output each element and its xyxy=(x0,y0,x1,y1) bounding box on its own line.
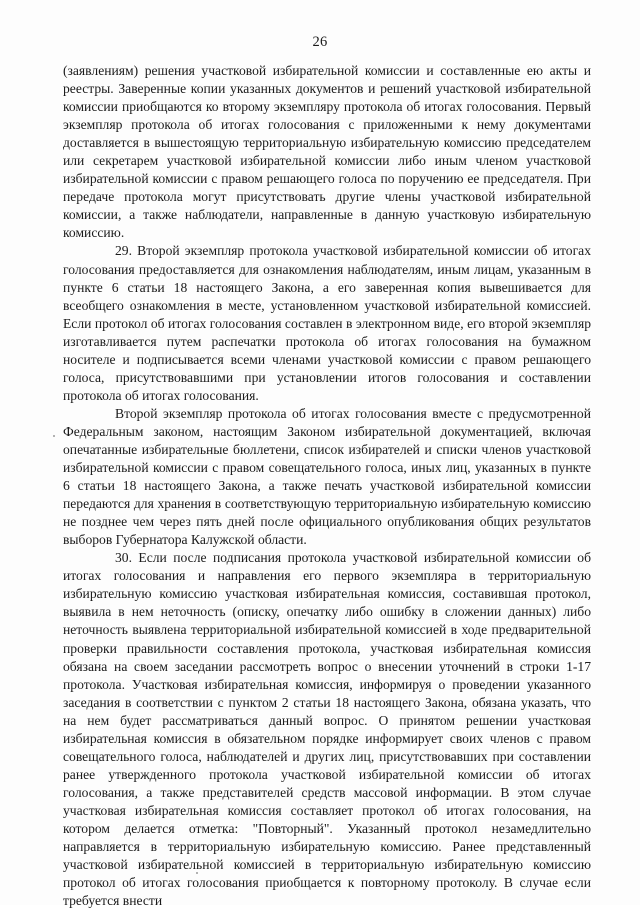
scan-speck xyxy=(53,435,55,437)
paragraph-item-30: 30. Если после подписания протокола участковой избирательной комиссии об итогах голосования и направления его первого экземпляра в территориальную избирательную комиссию участковая избирательная комиссия, составившая протокол, выявила в нем неточность (описку, опечатку либо ошибку в сложении данных) либо неточность выявлена территориальной избирательной комиссией в ходе предварительной проверки правильности составления протокола, участковая избирательная комиссия обязана на своем заседании рассмотреть вопрос о внесении уточнений в строки 1-17 протокола. Участковая избирательная комиссия, информируя о проведении указанного заседания в соответствии с пунктом 2 статьи 18 настоящего Закона, обязана указать, что на нем будет рассматриваться данный вопрос. О принятом решении участковая избирательная комиссия в обязательном порядке информирует своих членов с правом совещательного голоса, наблюдателей и других лиц, присутствовавших при составлении ранее утвержденного протокола участковой избирательной комиссии об итогах голосования, а также представителей средств массовой информации. В этом случае участковая избирательная комиссия составляет протокол об итогах голосования, на котором делается отметка: "Повторный". Указанный протокол незамедлительно направляется в территориальную избирательную комиссию. Ранее представленный участковой избирательной комиссией в территориальную избирательную комиссию протокол об итогах голосования приобщается к повторному протоколу. В случае если требуется внести xyxy=(63,550,591,909)
paragraph-item-29: 29. Второй экземпляр протокола участковой избирательной комиссии об итогах голосования предоставляется для ознакомления наблюдателям, иным лицам, указанным в пункте 6 статьи 18 настоящего Закона, а его заверенная копия вывешивается для всеобщего ознакомления в месте, установленном участковой избирательной комиссией. Если протокол об итогах голосования составлен в электронном виде, его второй экземпляр изготавливается путем распечатки протокола об итогах голосования на бумажном носителе и подписывается всеми членами участковой комиссии с правом решающего голоса, присутствовавшими при установлении итогов голосования и составлении протокола об итогах голосования. xyxy=(63,243,591,403)
scan-speck xyxy=(196,872,198,874)
document-body xyxy=(63,62,591,910)
paragraph-continuation: (заявлениям) решения участковой избирательной комиссии и составленные ею акты и реестры. Заверенные копии указанных документов и решений участковой избирательной комиссии приобщаются ко второму экземпляру протокола об итогах голосования. Первый экземпляр протокола об итогах голосования с приложенными к нему документами доставляется в вышестоящую территориальную избирательную комиссию председателем или секретарем участковой избирательной комиссии либо иным членом участковой избирательной комиссии с правом решающего голоса по поручению ее председателя. При передаче протокола могут присутствовать другие члены участковой избирательной комиссии, а также наблюдатели, направленные в данную участковую избирательную комиссию. xyxy=(63,63,591,241)
paragraph-second-copy: Второй экземпляр протокола об итогах голосования вместе с предусмотренной Федеральным законом, настоящим Законом избирательной документацией, включая опечатанные избирательные бюллетени, список избирателей и списки членов участковой избирательной комиссии с правом совещательного голоса, иных лиц, указанных в пункте 6 статьи 18 настоящего Закона, а также печать участковой избирательной комиссии передаются для хранения в соответствующую территориальную избирательную комиссию не позднее чем через пять дней после официального опубликования общих результатов выборов Губернатора Калужской области. xyxy=(63,405,591,548)
page-number: 26 xyxy=(312,34,328,50)
